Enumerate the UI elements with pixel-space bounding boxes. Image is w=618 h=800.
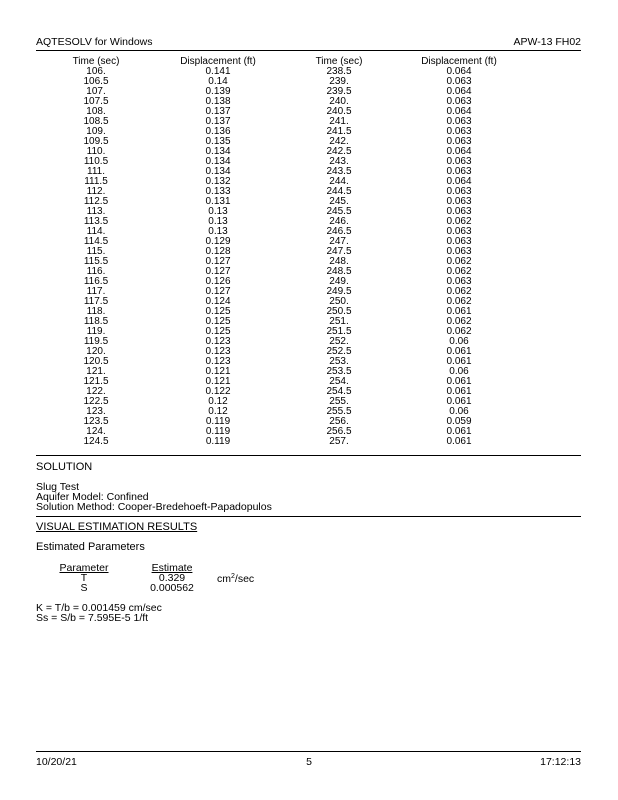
table-cell: 0.126 — [205, 276, 231, 287]
aquifer-model: Aquifer Model: Confined — [36, 491, 149, 503]
displacement-column-2 — [439, 67, 479, 447]
table-cell: 0.129 — [205, 236, 231, 247]
table-cell: 0.063 — [446, 126, 472, 137]
col-header-displacement-1: Displacement (ft) — [180, 56, 256, 67]
table-cell: 107.5 — [83, 96, 109, 107]
table-cell: 246.5 — [326, 226, 352, 237]
table-cell: 0.061 — [446, 306, 472, 317]
table-cell: 111.5 — [84, 176, 108, 187]
table-cell: 0.06 — [449, 406, 469, 417]
footer-rule — [36, 751, 581, 752]
table-cell: 239. — [329, 76, 349, 87]
table-cell: 0.063 — [446, 116, 472, 127]
table-cell: 108.5 — [83, 116, 109, 127]
param-name-t: T — [80, 572, 88, 584]
table-cell: 0.127 — [205, 256, 231, 267]
table-cell: 248.5 — [326, 266, 352, 277]
table-cell: 0.06 — [449, 366, 469, 377]
table-cell: 0.059 — [446, 416, 472, 427]
table-cell: 0.061 — [446, 356, 472, 367]
table-cell: 0.121 — [205, 366, 231, 377]
table-cell: 120.5 — [83, 356, 109, 367]
unit-tail: /sec — [234, 573, 255, 585]
table-cell: 255.5 — [326, 406, 352, 417]
table-cell: 0.062 — [446, 286, 472, 297]
document-id: APW-13 FH02 — [513, 36, 581, 48]
table-cell: 0.064 — [446, 146, 472, 157]
table-cell: 0.12 — [208, 406, 228, 417]
table-cell: 0.063 — [446, 226, 472, 237]
table-cell: 123.5 — [83, 416, 109, 427]
table-cell: 253. — [329, 356, 349, 367]
table-cell: 0.139 — [205, 86, 231, 97]
table-cell: 119.5 — [83, 336, 109, 347]
table-cell: 0.064 — [446, 86, 472, 97]
displacement-column-1 — [198, 67, 238, 447]
table-cell: 122.5 — [83, 396, 109, 407]
table-cell: 241.5 — [326, 126, 352, 137]
table-cell: 106. — [86, 66, 106, 77]
table-cell: 251. — [329, 316, 349, 327]
table-cell: 0.062 — [446, 316, 472, 327]
table-cell: 0.064 — [446, 106, 472, 117]
solution-method: Solution Method: Cooper-Bredehoeft-Papadopulos — [36, 501, 272, 513]
table-cell: 116.5 — [83, 276, 109, 287]
table-cell: 0.063 — [446, 166, 472, 177]
table-cell: 124. — [86, 426, 106, 437]
table-cell: 112.5 — [83, 196, 109, 207]
table-cell: 250. — [329, 296, 349, 307]
table-cell: 115. — [86, 246, 106, 257]
table-cell: 114. — [86, 226, 106, 237]
table-cell: 123. — [86, 406, 106, 417]
table-cell: 0.134 — [205, 156, 231, 167]
table-cell: 245. — [329, 196, 349, 207]
table-cell: 109. — [86, 126, 106, 137]
table-cell: 256. — [329, 416, 349, 427]
table-cell: 0.123 — [205, 346, 231, 357]
table-cell: 251.5 — [326, 326, 352, 337]
table-cell: 243. — [329, 156, 349, 167]
table-cell: 0.13 — [208, 226, 228, 237]
table-cell: 107. — [86, 86, 106, 97]
table-cell: 254.5 — [326, 386, 352, 397]
table-cell: 110.5 — [83, 156, 109, 167]
table-cell: 246. — [329, 216, 349, 227]
table-cell: 0.123 — [205, 336, 231, 347]
table-cell: 0.14 — [208, 76, 228, 87]
estimated-parameters-label: Estimated Parameters — [36, 541, 145, 553]
solution-title: SOLUTION — [36, 461, 93, 473]
table-cell: 0.06 — [449, 336, 469, 347]
table-cell: 252.5 — [326, 346, 352, 357]
table-cell: 0.13 — [208, 206, 228, 217]
table-cell: 0.119 — [205, 426, 231, 437]
table-cell: 122. — [86, 386, 106, 397]
table-cell: 0.061 — [446, 376, 472, 387]
table-cell: 0.061 — [446, 386, 472, 397]
table-cell: 110. — [86, 146, 106, 157]
table-cell: 0.141 — [205, 66, 231, 77]
table-cell: 0.135 — [205, 136, 231, 147]
table-cell: 113.5 — [83, 216, 109, 227]
table-cell: 0.12 — [208, 396, 228, 407]
table-cell: 0.136 — [205, 126, 231, 137]
table-cell: 0.063 — [446, 76, 472, 87]
solution-rule — [36, 516, 581, 517]
table-cell: 242.5 — [326, 146, 352, 157]
table-cell: 116. — [86, 266, 106, 277]
header-rule — [36, 50, 581, 51]
param-value-s: 0.000562 — [150, 582, 194, 594]
table-cell: 0.137 — [205, 106, 231, 117]
table-cell: 0.128 — [205, 246, 231, 257]
col-header-time-1: Time (sec) — [72, 56, 120, 67]
table-cell: 117. — [86, 286, 106, 297]
table-cell: 115.5 — [83, 256, 109, 267]
table-cell: 0.063 — [446, 246, 472, 257]
time-column-2 — [319, 67, 359, 447]
table-cell: 121.5 — [83, 376, 109, 387]
table-cell: 249.5 — [326, 286, 352, 297]
table-cell: 252. — [329, 336, 349, 347]
table-cell: 111. — [87, 166, 105, 177]
table-cell: 256.5 — [326, 426, 352, 437]
table-cell: 0.134 — [205, 166, 231, 177]
test-type: Slug Test — [36, 481, 79, 493]
table-cell: 0.062 — [446, 256, 472, 267]
table-cell: 0.127 — [205, 266, 231, 277]
table-cell: 0.119 — [205, 416, 231, 427]
table-cell: 250.5 — [326, 306, 352, 317]
table-cell: 0.061 — [446, 436, 472, 447]
table-cell: 117.5 — [83, 296, 109, 307]
table-cell: 106.5 — [83, 76, 109, 87]
table-cell: 0.124 — [205, 296, 231, 307]
time-column-1 — [76, 67, 116, 447]
table-cell: 0.125 — [205, 326, 231, 337]
table-cell: 244.5 — [326, 186, 352, 197]
table-cell: 120. — [86, 346, 106, 357]
table-cell: 118. — [86, 306, 106, 317]
table-cell: 240.5 — [326, 106, 352, 117]
table-cell: 0.063 — [446, 186, 472, 197]
table-cell: 0.062 — [446, 266, 472, 277]
table-cell: 0.064 — [446, 176, 472, 187]
table-cell: 0.13 — [208, 216, 228, 227]
app-name: AQTESOLV for Windows — [36, 36, 153, 48]
table-cell: 247.5 — [326, 246, 352, 257]
table-cell: 254. — [329, 376, 349, 387]
param-name-s: S — [80, 582, 88, 594]
footer-time: 17:12:13 — [540, 756, 581, 768]
table-cell: 0.125 — [205, 316, 231, 327]
footer-date: 10/20/21 — [36, 756, 77, 768]
table-cell: 0.061 — [446, 346, 472, 357]
table-cell: 0.123 — [205, 356, 231, 367]
table-cell: 240. — [329, 96, 349, 107]
param-value-t: 0.329 — [158, 572, 186, 584]
table-cell: 238.5 — [326, 66, 352, 77]
table-cell: 114.5 — [83, 236, 109, 247]
table-cell: 0.062 — [446, 296, 472, 307]
table-cell: 245.5 — [326, 206, 352, 217]
table-cell: 247. — [329, 236, 349, 247]
unit-base: cm — [217, 573, 231, 585]
table-cell: 0.063 — [446, 206, 472, 217]
parameter-header: Parameter — [59, 562, 109, 574]
table-cell: 0.127 — [205, 286, 231, 297]
table-bottom-rule — [36, 455, 581, 456]
page-number: 5 — [306, 756, 312, 768]
unit-exponent: 2 — [231, 573, 235, 580]
table-cell: 0.137 — [205, 116, 231, 127]
table-cell: 0.061 — [446, 426, 472, 437]
estimate-header: Estimate — [151, 562, 193, 574]
table-cell: 242. — [329, 136, 349, 147]
table-cell: 241. — [329, 116, 349, 127]
table-cell: 249. — [329, 276, 349, 287]
table-cell: 0.063 — [446, 156, 472, 167]
table-cell: 121. — [86, 366, 106, 377]
table-cell: 0.121 — [205, 376, 231, 387]
table-cell: 0.138 — [205, 96, 231, 107]
table-cell: 0.122 — [205, 386, 231, 397]
table-cell: 0.131 — [205, 196, 231, 207]
col-header-displacement-2: Displacement (ft) — [421, 56, 497, 67]
table-cell: 108. — [86, 106, 106, 117]
table-cell: 109.5 — [83, 136, 109, 147]
visual-estimation-title: VISUAL ESTIMATION RESULTS — [36, 521, 198, 533]
table-cell: 0.063 — [446, 276, 472, 287]
col-header-time-2: Time (sec) — [315, 56, 363, 67]
specific-storage: Ss = S/b = 7.595E-5 1/ft — [36, 612, 149, 624]
table-cell: 243.5 — [326, 166, 352, 177]
table-cell: 0.061 — [446, 396, 472, 407]
table-cell: 0.134 — [205, 146, 231, 157]
table-cell: 239.5 — [326, 86, 352, 97]
table-cell: 0.063 — [446, 136, 472, 147]
table-cell: 118.5 — [83, 316, 109, 327]
table-cell: 0.062 — [446, 216, 472, 227]
table-cell: 0.133 — [205, 186, 231, 197]
hydraulic-conductivity: K = T/b = 0.001459 cm/sec — [36, 602, 162, 614]
table-cell: 124.5 — [83, 436, 109, 447]
table-cell: 0.063 — [446, 236, 472, 247]
table-cell: 0.064 — [446, 66, 472, 77]
table-cell: 0.125 — [205, 306, 231, 317]
table-cell: 253.5 — [326, 366, 352, 377]
param-unit-t — [217, 572, 254, 584]
table-cell: 119. — [86, 326, 106, 337]
table-cell: 112. — [86, 186, 106, 197]
table-cell: 257. — [329, 436, 349, 447]
table-cell: 244. — [329, 176, 349, 187]
table-cell: 0.062 — [446, 326, 472, 337]
table-cell: 113. — [86, 206, 106, 217]
table-cell: 0.063 — [446, 196, 472, 207]
table-cell: 248. — [329, 256, 349, 267]
table-cell: 0.119 — [205, 436, 231, 447]
table-cell: 255. — [329, 396, 349, 407]
table-cell: 0.063 — [446, 96, 472, 107]
table-cell: 0.132 — [205, 176, 231, 187]
